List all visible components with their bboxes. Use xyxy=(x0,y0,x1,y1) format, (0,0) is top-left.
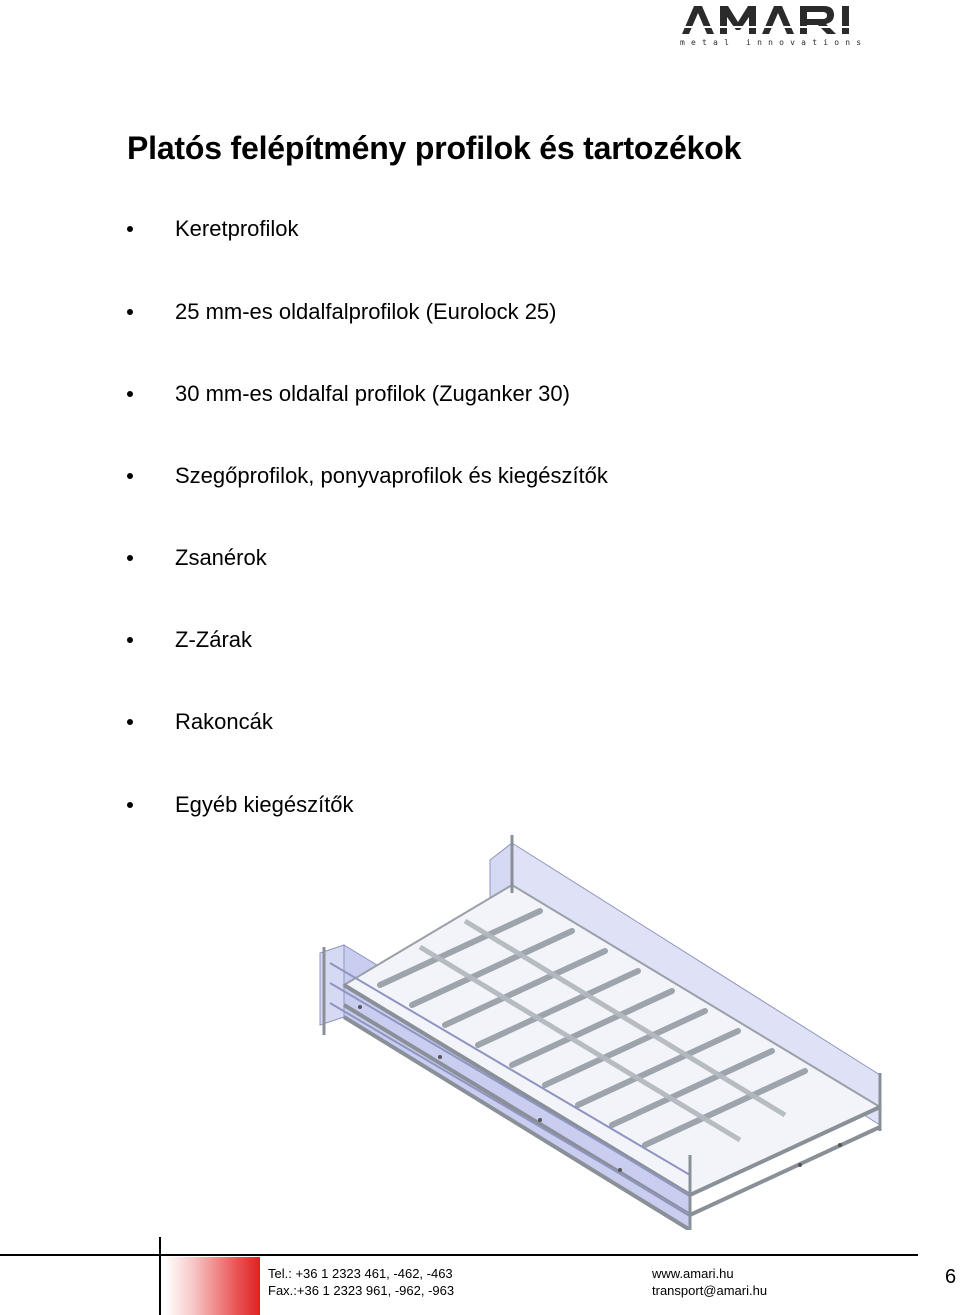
footer-contact-web xyxy=(652,1265,767,1299)
footer-vertical-divider xyxy=(159,1237,161,1315)
list-item xyxy=(127,707,273,737)
bullet-icon xyxy=(127,226,133,232)
svg-text:metal innovations: metal innovations xyxy=(680,38,868,47)
footer-tel: Tel.: +36 1 2323 461, -462, -463 xyxy=(268,1266,453,1281)
footer-contact-phone xyxy=(268,1265,454,1299)
bullet-icon xyxy=(127,555,133,561)
list-item xyxy=(127,625,252,655)
bullet-icon xyxy=(127,637,133,643)
amari-logo xyxy=(676,2,912,48)
list-item-text: Egyéb kiegészítők xyxy=(175,792,354,817)
bullet-icon xyxy=(127,391,133,397)
bullet-icon xyxy=(127,719,133,725)
page-number: 6 xyxy=(945,1266,957,1288)
bullet-icon xyxy=(127,802,133,808)
list-item xyxy=(127,297,557,327)
list-item-text: 30 mm-es oldalfal profilok (Zuganker 30) xyxy=(175,381,570,406)
platform-illustration xyxy=(300,835,900,1230)
list-item xyxy=(127,214,299,244)
footer-divider xyxy=(0,1254,918,1256)
list-item-text: Zsanérok xyxy=(175,545,267,570)
list-item xyxy=(127,379,570,409)
bullet-icon xyxy=(127,473,133,479)
list-item-text: Rakoncák xyxy=(175,709,273,734)
footer-email-link[interactable]: transport@amari.hu xyxy=(652,1283,768,1298)
bullet-icon xyxy=(127,309,133,315)
list-item-text: Z-Zárak xyxy=(175,627,252,652)
footer-fax: Fax.:+36 1 2323 961, -962, -963 xyxy=(268,1283,455,1298)
list-item-text: 25 mm-es oldalfalprofilok (Eurolock 25) xyxy=(175,299,557,324)
list-item xyxy=(127,790,354,820)
footer-website-link[interactable]: www.amari.hu xyxy=(652,1266,734,1281)
list-item xyxy=(127,461,608,491)
list-item-text: Keretprofilok xyxy=(175,216,299,241)
list-item xyxy=(127,543,267,573)
page-title: Platós felépítmény profilok és tartozékok xyxy=(127,130,742,166)
footer-accent-bar xyxy=(165,1257,260,1315)
list-item-text: Szegőprofilok, ponyvaprofilok és kiegészítők xyxy=(175,463,608,488)
